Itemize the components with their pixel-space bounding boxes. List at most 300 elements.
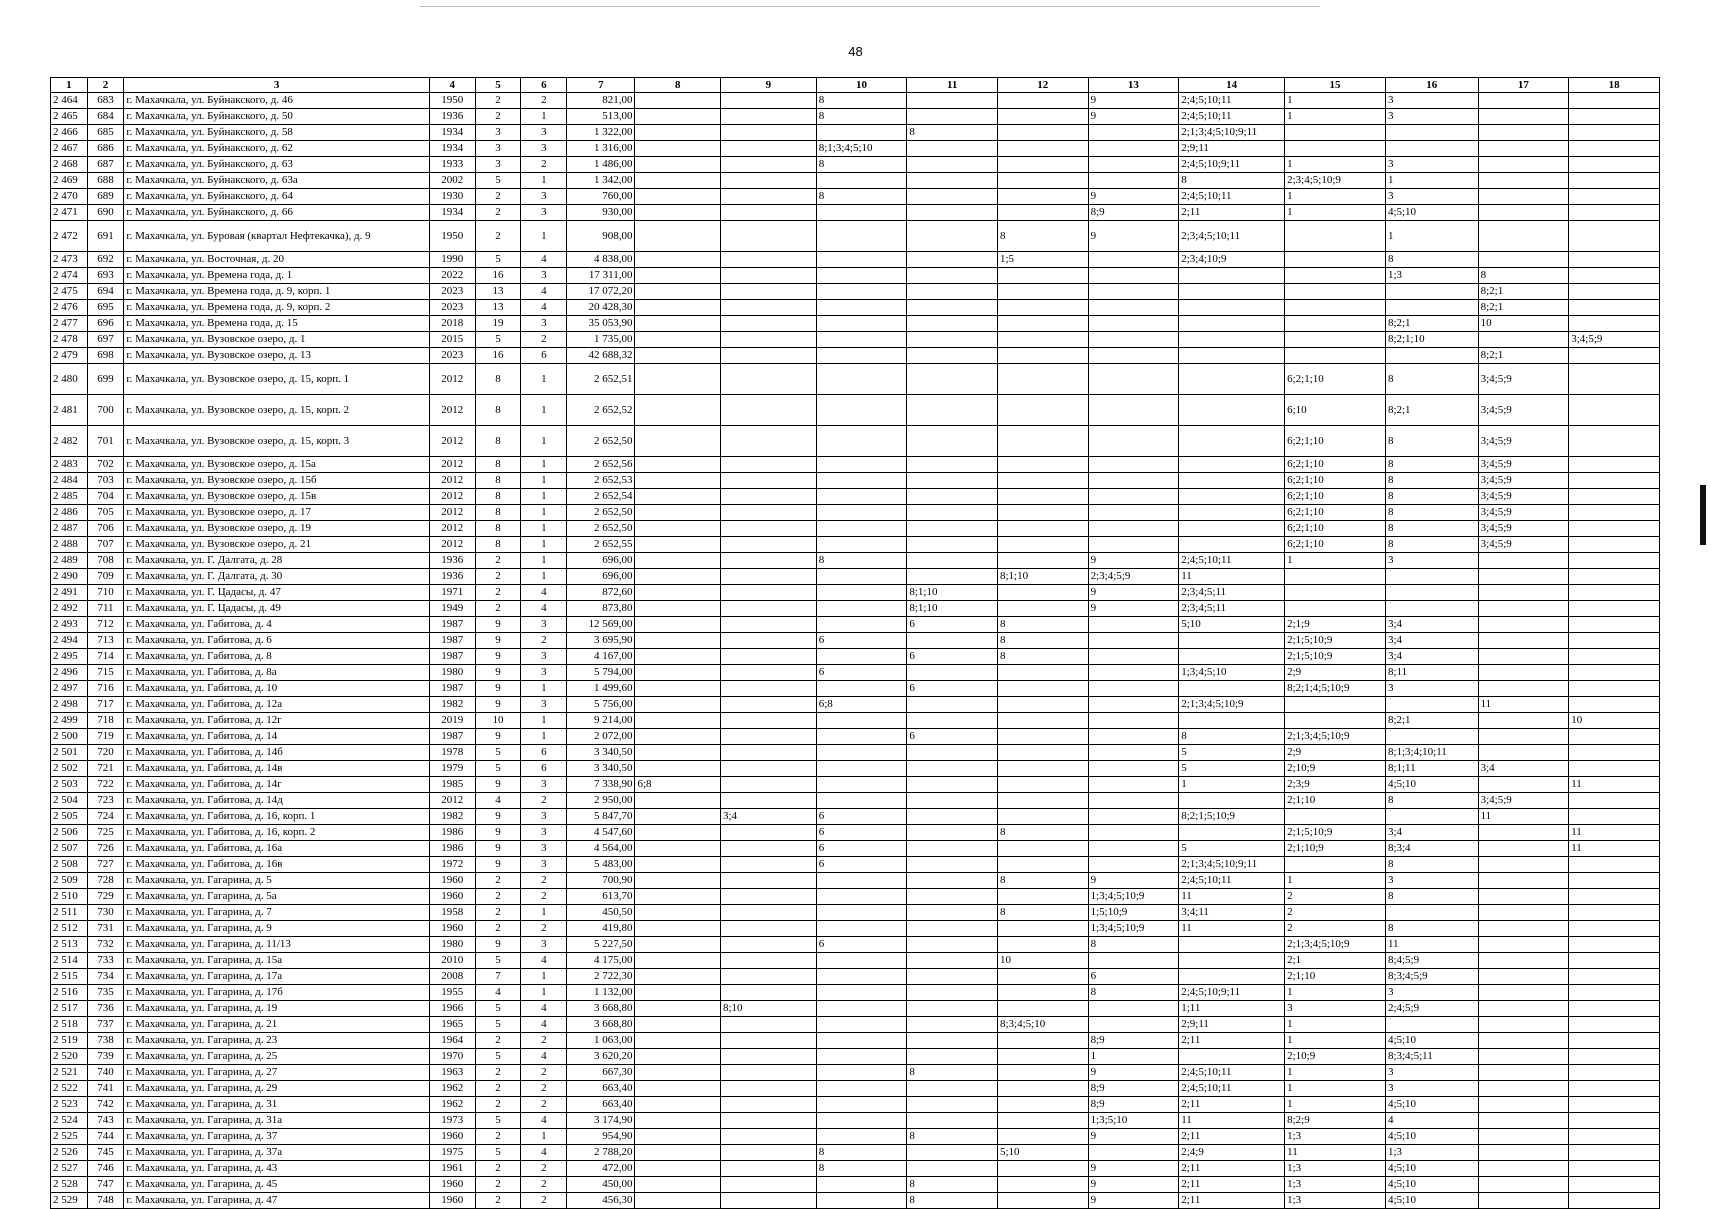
table-cell: 3;4;5;9 (1478, 505, 1569, 521)
table-cell: 3 (521, 141, 567, 157)
table-cell: 4 (475, 985, 521, 1001)
table-cell (1088, 777, 1179, 793)
table-cell (1478, 1177, 1569, 1193)
table-cell: г. Махачкала, ул. Г. Цадасы, д. 49 (124, 601, 430, 617)
table-cell: 4 564,00 (567, 841, 635, 857)
table-cell: 6 (816, 841, 907, 857)
table-cell: 419,80 (567, 921, 635, 937)
table-cell: 7 (475, 969, 521, 985)
table-cell (907, 969, 998, 985)
table-cell: 2 (1285, 921, 1386, 937)
table-cell: 8 (816, 109, 907, 125)
table-cell: 2 485 (51, 489, 88, 505)
table-cell (907, 109, 998, 125)
table-cell: 1 (1285, 93, 1386, 109)
table-cell: 2 528 (51, 1177, 88, 1193)
table-cell (907, 205, 998, 221)
table-cell: 2 (475, 889, 521, 905)
table-cell (1385, 569, 1478, 585)
table-cell: 6;8 (635, 777, 721, 793)
table-cell: 6 (816, 857, 907, 873)
table-cell: 727 (87, 857, 124, 873)
table-cell (635, 761, 721, 777)
table-cell: 760,00 (567, 189, 635, 205)
table-cell (1569, 761, 1660, 777)
table-cell: 9 (1088, 1129, 1179, 1145)
table-cell (721, 665, 817, 681)
table-cell: 2 466 (51, 125, 88, 141)
table-cell: 2 510 (51, 889, 88, 905)
table-cell: 1987 (429, 729, 475, 745)
table-cell (907, 348, 998, 364)
table-cell: 8;1;3;4;10;11 (1385, 745, 1478, 761)
table-cell: 2 (521, 1177, 567, 1193)
table-cell: 1 (1285, 1017, 1386, 1033)
table-cell: 9 (1088, 1193, 1179, 1209)
table-cell (1478, 633, 1569, 649)
table-cell: 12 569,00 (567, 617, 635, 633)
column-header: 5 (475, 78, 521, 93)
table-cell: 1 316,00 (567, 141, 635, 157)
table-cell (721, 937, 817, 953)
table-cell (816, 473, 907, 489)
table-cell (1569, 284, 1660, 300)
table-row (51, 633, 1660, 649)
table-cell (816, 521, 907, 537)
table-cell: г. Махачкала, ул. Буйнакского, д. 62 (124, 141, 430, 157)
table-cell (1179, 300, 1285, 316)
table-cell (997, 1113, 1088, 1129)
table-cell: 737 (87, 1017, 124, 1033)
table-cell (635, 857, 721, 873)
table-cell: 16 (475, 348, 521, 364)
table-cell (997, 1177, 1088, 1193)
table-cell: 1 (521, 395, 567, 426)
table-cell: 2 (475, 1081, 521, 1097)
table-cell: 4;5;10 (1385, 1129, 1478, 1145)
table-cell (1569, 745, 1660, 761)
table-cell: 1987 (429, 633, 475, 649)
table-cell (1569, 252, 1660, 268)
table-cell: 2 (475, 1097, 521, 1113)
table-cell (1478, 1113, 1569, 1129)
table-cell: г. Махачкала, ул. Гагарина, д. 21 (124, 1017, 430, 1033)
table-cell (816, 316, 907, 332)
table-cell (907, 1161, 998, 1177)
table-cell (721, 93, 817, 109)
table-cell: г. Махачкала, ул. Г. Далгата, д. 28 (124, 553, 430, 569)
table-cell: 731 (87, 921, 124, 937)
table-cell: 3 (1385, 189, 1478, 205)
table-cell: г. Махачкала, ул. Вузовское озеро, д. 17 (124, 505, 430, 521)
table-cell: 2 652,50 (567, 521, 635, 537)
table-cell: 2 (521, 1081, 567, 1097)
table-cell (816, 1049, 907, 1065)
table-cell (1478, 1049, 1569, 1065)
table-cell (997, 348, 1088, 364)
table-cell: 3;4;5;9 (1478, 426, 1569, 457)
table-cell (1088, 300, 1179, 316)
table-cell (997, 395, 1088, 426)
table-cell: 450,00 (567, 1177, 635, 1193)
table-cell: 700 (87, 395, 124, 426)
table-row (51, 348, 1660, 364)
table-cell: 726 (87, 841, 124, 857)
table-cell: 2 498 (51, 697, 88, 713)
table-cell: 2 (475, 553, 521, 569)
table-cell: 1;5 (997, 252, 1088, 268)
table-cell (907, 1001, 998, 1017)
table-cell: 2 508 (51, 857, 88, 873)
table-cell (907, 553, 998, 569)
table-row (51, 426, 1660, 457)
table-cell (721, 489, 817, 505)
table-cell: 2012 (429, 395, 475, 426)
table-cell: 2;3;4;5;9 (1088, 569, 1179, 585)
table-cell: 8;2;1;5;10;9 (1179, 809, 1285, 825)
table-cell: 2 (475, 1193, 521, 1209)
table-cell: 6;2;1;10 (1285, 505, 1386, 521)
table-cell: г. Махачкала, ул. Габитова, д. 4 (124, 617, 430, 633)
table-cell (997, 426, 1088, 457)
table-cell: 4 838,00 (567, 252, 635, 268)
table-cell (635, 617, 721, 633)
table-cell: 19 (475, 316, 521, 332)
table-cell (1569, 1113, 1660, 1129)
table-cell: г. Махачкала, ул. Габитова, д. 8а (124, 665, 430, 681)
table-cell: 2012 (429, 505, 475, 521)
column-header: 7 (567, 78, 635, 93)
table-cell: 2;11 (1179, 1161, 1285, 1177)
table-cell (1385, 348, 1478, 364)
table-cell (816, 489, 907, 505)
table-cell: 1 (1285, 189, 1386, 205)
table-cell (816, 1033, 907, 1049)
table-cell (635, 713, 721, 729)
table-cell: 5 (475, 1113, 521, 1129)
table-cell: 1 (1285, 157, 1386, 173)
column-header: 9 (721, 78, 817, 93)
table-cell (997, 585, 1088, 601)
table-cell (816, 395, 907, 426)
table-cell: 2 471 (51, 205, 88, 221)
table-cell: 8;9 (1088, 1097, 1179, 1113)
table-cell: 4;5;10 (1385, 777, 1478, 793)
table-cell: 4;5;10 (1385, 205, 1478, 221)
table-cell: 1 (521, 553, 567, 569)
table-cell: 2 (521, 889, 567, 905)
table-cell: 2019 (429, 713, 475, 729)
table-cell: 8;3;4;5;11 (1385, 1049, 1478, 1065)
table-cell (907, 873, 998, 889)
table-cell (997, 841, 1088, 857)
table-cell (1088, 489, 1179, 505)
table-cell: 6;8 (816, 697, 907, 713)
table-cell (721, 521, 817, 537)
table-cell: 2 652,55 (567, 537, 635, 553)
column-header: 11 (907, 78, 998, 93)
table-cell: 3;4 (1385, 649, 1478, 665)
table-cell: 8 (907, 1129, 998, 1145)
table-cell: 5 (475, 252, 521, 268)
table-cell: г. Махачкала, ул. Вузовское озеро, д. 15, корп. 3 (124, 426, 430, 457)
table-cell: 10 (1569, 713, 1660, 729)
table-cell (635, 252, 721, 268)
table-cell: 699 (87, 364, 124, 395)
table-cell: 8;1;10 (907, 601, 998, 617)
table-cell (1569, 569, 1660, 585)
table-row (51, 665, 1660, 681)
table-cell: 1 (521, 905, 567, 921)
table-cell (816, 1017, 907, 1033)
table-cell: 744 (87, 1129, 124, 1145)
table-cell (1569, 921, 1660, 937)
table-cell: 8;2;1 (1478, 300, 1569, 316)
table-cell: г. Махачкала, ул. Вузовское озеро, д. 15а (124, 457, 430, 473)
table-cell: 4 (521, 1017, 567, 1033)
table-cell: 697 (87, 332, 124, 348)
table-cell (721, 1145, 817, 1161)
table-cell: 2;4;5;10;11 (1179, 873, 1285, 889)
table-cell (816, 252, 907, 268)
table-cell: 6 (816, 937, 907, 953)
table-cell: 8 (1088, 985, 1179, 1001)
table-cell: г. Махачкала, ул. Габитова, д. 14д (124, 793, 430, 809)
table-cell: 1971 (429, 585, 475, 601)
table-row (51, 921, 1660, 937)
table-cell: 1962 (429, 1097, 475, 1113)
table-cell: 2;1;5;10;9 (1285, 633, 1386, 649)
table-row (51, 1145, 1660, 1161)
table-cell: г. Махачкала, ул. Буйнакского, д. 64 (124, 189, 430, 205)
table-cell (1088, 426, 1179, 457)
column-header: 10 (816, 78, 907, 93)
table-cell (635, 1113, 721, 1129)
table-cell (1179, 649, 1285, 665)
table-cell (1179, 521, 1285, 537)
table-cell: 1986 (429, 825, 475, 841)
table-cell: г. Махачкала, ул. Вузовское озеро, д. 15в (124, 489, 430, 505)
table-row (51, 937, 1660, 953)
table-cell (907, 889, 998, 905)
table-cell (1088, 364, 1179, 395)
table-cell: 1933 (429, 157, 475, 173)
table-cell (635, 889, 721, 905)
table-cell: 6;10 (1285, 395, 1386, 426)
table-cell (721, 761, 817, 777)
table-cell: 1 (1285, 205, 1386, 221)
table-cell (907, 825, 998, 841)
table-cell (1569, 173, 1660, 189)
table-cell: 3;4;5;9 (1478, 489, 1569, 505)
table-cell (1478, 985, 1569, 1001)
table-cell: 2;3;4;5;11 (1179, 585, 1285, 601)
table-cell: 8 (475, 457, 521, 473)
table-cell (816, 601, 907, 617)
table-row (51, 649, 1660, 665)
table-cell (1478, 745, 1569, 761)
table-row (51, 1001, 1660, 1017)
table-row (51, 681, 1660, 697)
table-cell (1088, 537, 1179, 553)
table-cell: 721 (87, 761, 124, 777)
table-cell: 9 (475, 697, 521, 713)
table-row (51, 1113, 1660, 1129)
table-cell: 2;11 (1179, 1033, 1285, 1049)
table-cell (1088, 473, 1179, 489)
table-cell (721, 157, 817, 173)
table-cell (907, 364, 998, 395)
table-cell: 2;3;4;5;10;9 (1285, 173, 1386, 189)
table-cell: 1960 (429, 921, 475, 937)
table-cell: 9 (475, 777, 521, 793)
table-cell: 5 (1179, 841, 1285, 857)
table-cell: 2 652,56 (567, 457, 635, 473)
table-cell (997, 268, 1088, 284)
table-cell: 667,30 (567, 1065, 635, 1081)
table-cell: 2 (475, 569, 521, 585)
table-cell: 2 (475, 1161, 521, 1177)
table-cell (635, 569, 721, 585)
table-cell (721, 1081, 817, 1097)
table-cell: 6 (907, 729, 998, 745)
table-cell: 2 473 (51, 252, 88, 268)
table-cell (816, 1113, 907, 1129)
table-cell: 1 132,00 (567, 985, 635, 1001)
table-cell: г. Махачкала, ул. Гагарина, д. 23 (124, 1033, 430, 1049)
table-cell: 2 652,52 (567, 395, 635, 426)
table-cell: 1 499,60 (567, 681, 635, 697)
table-cell: 10 (997, 953, 1088, 969)
table-cell: 2;10;9 (1285, 761, 1386, 777)
table-cell: 6;2;1;10 (1285, 473, 1386, 489)
table-cell: 5 756,00 (567, 697, 635, 713)
table-cell: г. Махачкала, ул. Гагарина, д. 11/13 (124, 937, 430, 953)
table-cell: 1 (1285, 1065, 1386, 1081)
table-cell: 3 (1385, 873, 1478, 889)
table-cell (1569, 729, 1660, 745)
table-cell: 2 507 (51, 841, 88, 857)
table-cell: 5 (1179, 761, 1285, 777)
table-cell (1088, 521, 1179, 537)
table-cell: 8;2;1;4;5;10;9 (1285, 681, 1386, 697)
table-cell (1478, 969, 1569, 985)
table-cell: 3 (521, 809, 567, 825)
table-row (51, 284, 1660, 300)
table-cell (816, 221, 907, 252)
table-cell: 3 (1385, 109, 1478, 125)
table-cell (907, 1113, 998, 1129)
table-cell (1569, 109, 1660, 125)
table-cell (721, 745, 817, 761)
table-cell (635, 300, 721, 316)
table-cell: 691 (87, 221, 124, 252)
table-cell: 1966 (429, 1001, 475, 1017)
table-cell: 9 (1088, 189, 1179, 205)
column-header: 16 (1385, 78, 1478, 93)
table-cell (1478, 921, 1569, 937)
table-cell (997, 1193, 1088, 1209)
table-cell: 1 (1179, 777, 1285, 793)
table-cell: 16 (475, 268, 521, 284)
table-cell (635, 585, 721, 601)
table-cell (721, 553, 817, 569)
table-cell (1569, 426, 1660, 457)
table-cell (997, 1129, 1088, 1145)
table-cell: 6;2;1;10 (1285, 521, 1386, 537)
table-cell (1179, 937, 1285, 953)
table-cell (997, 364, 1088, 395)
scan-edge-mark (1700, 485, 1706, 545)
table-cell: 2012 (429, 521, 475, 537)
table-cell: г. Махачкала, ул. Времена года, д. 1 (124, 268, 430, 284)
table-cell: 2 467 (51, 141, 88, 157)
table-cell: г. Махачкала, ул. Времена года, д. 9, корп. 2 (124, 300, 430, 316)
table-cell: г. Махачкала, ул. Гагарина, д. 7 (124, 905, 430, 921)
table-cell: 2 511 (51, 905, 88, 921)
table-cell: 930,00 (567, 205, 635, 221)
table-cell (997, 1001, 1088, 1017)
table-cell (907, 173, 998, 189)
table-cell (907, 905, 998, 921)
table-cell: 1 342,00 (567, 173, 635, 189)
table-cell (1088, 1001, 1179, 1017)
table-cell: г. Махачкала, ул. Габитова, д. 14в (124, 761, 430, 777)
table-cell: 8 (997, 221, 1088, 252)
table-cell: 10 (1478, 316, 1569, 332)
table-cell (1478, 729, 1569, 745)
table-cell: 3 (521, 316, 567, 332)
table-cell: 8 (907, 1193, 998, 1209)
table-cell (1385, 905, 1478, 921)
table-cell: 4 167,00 (567, 649, 635, 665)
table-cell (1569, 1049, 1660, 1065)
table-cell (1088, 841, 1179, 857)
table-cell (997, 921, 1088, 937)
table-cell (907, 633, 998, 649)
table-cell (997, 553, 1088, 569)
table-cell: 2 652,51 (567, 364, 635, 395)
table-cell (1478, 173, 1569, 189)
table-cell (816, 953, 907, 969)
table-cell: 8 (475, 473, 521, 489)
table-cell: 8;2;1 (1478, 284, 1569, 300)
table-cell: 692 (87, 252, 124, 268)
table-cell (1569, 905, 1660, 921)
table-cell (721, 364, 817, 395)
table-cell (635, 157, 721, 173)
table-cell: 696,00 (567, 553, 635, 569)
table-cell: 8 (997, 649, 1088, 665)
table-cell: 2 (475, 1177, 521, 1193)
table-cell: 1 (1385, 221, 1478, 252)
table-cell: 4 (521, 300, 567, 316)
table-cell: г. Махачкала, ул. Буйнакского, д. 58 (124, 125, 430, 141)
table-cell: 1 735,00 (567, 332, 635, 348)
table-cell (1478, 332, 1569, 348)
table-cell (1478, 665, 1569, 681)
table-cell: 730 (87, 905, 124, 921)
table-cell: 2 950,00 (567, 793, 635, 809)
table-cell (1569, 457, 1660, 473)
table-cell: г. Махачкала, ул. Габитова, д. 16в (124, 857, 430, 873)
table-cell: 9 (1088, 601, 1179, 617)
table-cell: 6 (521, 348, 567, 364)
table-cell: 6 (816, 825, 907, 841)
table-cell: 2 (475, 93, 521, 109)
table-cell (721, 1065, 817, 1081)
table-cell (816, 745, 907, 761)
